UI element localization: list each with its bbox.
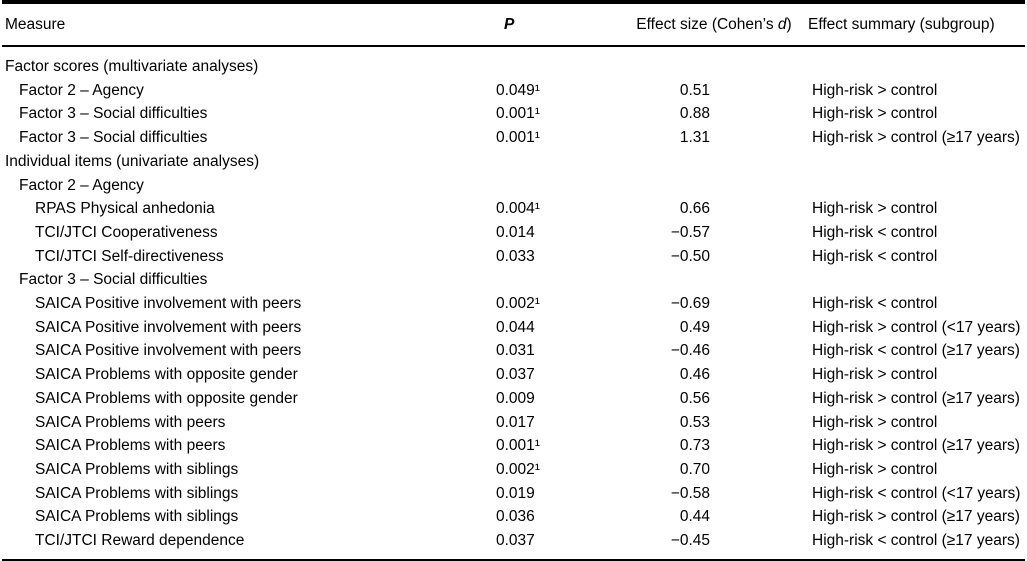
p-value-cell: 0.037 [496,532,535,550]
p-value-cell: 0.001¹ [496,105,540,123]
table-row [2,245,1025,269]
p-value-cell: 0.001¹ [496,437,540,455]
measure-cell: TCI/JTCI Reward dependence [35,532,245,550]
p-value-cell: 0.044 [496,318,535,336]
effect-size-cell: −0.50 [670,247,710,265]
table-body [2,46,1025,561]
measure-cell: Factor 2 – Agency [19,176,144,194]
p-value-cell: 0.014 [496,223,535,241]
effect-summary-cell: High-risk < control (<17 years) [812,484,1021,502]
effect-size-cell: 0.51 [679,81,710,99]
effect-size-cell: 0.66 [679,200,710,218]
effect-summary-cell: High-risk < control [812,295,938,313]
effect-size-header-d-symbol: d [777,16,787,33]
effect-size-cell: −0.58 [670,484,710,502]
p-value-cell [492,174,634,198]
effect-summary-cell: High-risk > control [812,413,938,431]
measure-cell: Individual items (univariate analyses) [5,152,260,170]
measure-cell: SAICA Problems with siblings [35,484,239,502]
measure-cell: SAICA Problems with peers [35,437,226,455]
column-header-effect-summary: Effect summary (subgroup) [794,2,1025,46]
table-row [2,411,1025,435]
effect-size-cell [634,150,794,174]
table-row [2,197,1025,221]
p-value-cell: 0.002¹ [496,460,540,478]
table-row [2,126,1025,150]
measure-cell: SAICA Problems with siblings [35,508,239,526]
effect-summary-cell [794,268,1025,292]
measure-cell: Factor 3 – Social difficulties [19,129,208,147]
table-row [2,79,1025,103]
effect-size-cell [634,46,794,79]
effect-size-cell: 0.53 [679,413,710,431]
effect-size-cell: 0.49 [679,318,710,336]
effect-size-cell: −0.69 [670,295,710,313]
effect-summary-cell: High-risk < control (≥17 years) [812,532,1020,550]
table-row [2,434,1025,458]
p-value-cell: 0.019 [496,484,535,502]
effect-summary-cell: High-risk > control (<17 years) [812,318,1021,336]
table-row [2,316,1025,340]
table-row [2,150,1025,174]
p-value-cell: 0.036 [496,508,535,526]
effect-summary-cell: High-risk < control [812,223,938,241]
table-row [2,339,1025,363]
p-value-cell: 0.009 [496,389,535,407]
effect-summary-cell: High-risk > control [812,200,938,218]
measure-cell: TCI/JTCI Cooperativeness [35,223,218,241]
effect-summary-cell: High-risk > control (≥17 years) [812,437,1020,455]
table-row [2,458,1025,482]
effect-summary-cell: High-risk > control (≥17 years) [812,389,1020,407]
effect-size-cell [634,174,794,198]
p-value-cell: 0.031 [496,342,535,360]
effect-summary-cell: High-risk < control (≥17 years) [812,342,1020,360]
table-row [2,102,1025,126]
measure-cell: SAICA Positive involvement with peers [35,342,302,360]
table-header [2,2,1025,46]
measure-cell: SAICA Problems with siblings [35,460,239,478]
p-value-cell [492,268,634,292]
effect-summary-cell: High-risk < control [812,247,938,265]
effect-summary-cell [794,46,1025,79]
p-value-cell: 0.017 [496,413,535,431]
measure-cell: Factor 3 – Social difficulties [19,105,208,123]
p-value-cell: 0.001¹ [496,129,540,147]
table-row [2,268,1025,292]
measure-cell: SAICA Problems with peers [35,413,226,431]
results-table [2,0,1025,561]
effect-size-cell: −0.45 [670,532,710,550]
effect-size-cell: 0.44 [679,508,710,526]
effect-size-cell: −0.46 [670,342,710,360]
table-row [2,292,1025,316]
effect-size-cell: 0.73 [679,437,710,455]
p-value-cell: 0.002¹ [496,295,540,313]
p-value-cell: 0.049¹ [496,81,540,99]
table-row [2,387,1025,411]
column-header-p-value: P [492,2,634,46]
effect-summary-cell [794,150,1025,174]
measure-cell: RPAS Physical anhedonia [35,200,215,218]
measure-cell: TCI/JTCI Self-directiveness [35,247,224,265]
table-row [2,221,1025,245]
measure-cell: SAICA Problems with opposite gender [35,366,298,384]
measure-cell: SAICA Positive involvement with peers [35,295,302,313]
effect-size-cell: 0.70 [679,460,710,478]
p-value-cell: 0.004¹ [496,200,540,218]
measure-cell: Factor 3 – Social difficulties [19,271,208,289]
p-value-cell [492,46,634,79]
effect-size-cell: 0.46 [679,366,710,384]
table-row [2,505,1025,529]
effect-size-cell: 1.31 [679,129,710,147]
effect-size-cell [634,268,794,292]
effect-summary-cell: High-risk > control (≥17 years) [812,508,1020,526]
p-value-cell: 0.033 [496,247,535,265]
measure-cell: SAICA Positive involvement with peers [35,318,302,336]
effect-summary-cell: High-risk > control [812,81,938,99]
table-row [2,46,1025,79]
column-header-effect-size [634,2,794,46]
effect-summary-cell: High-risk > control (≥17 years) [812,129,1020,147]
measure-cell: Factor 2 – Agency [19,81,144,99]
table-row [2,363,1025,387]
p-value-cell [492,150,634,174]
effect-size-cell: −0.57 [670,223,710,241]
effect-summary-cell: High-risk > control [812,366,938,384]
effect-size-header-close-paren: ) [786,16,792,33]
effect-summary-cell: High-risk > control [812,105,938,123]
effect-size-cell: 0.88 [679,105,710,123]
effect-summary-cell [794,174,1025,198]
p-value-cell: 0.037 [496,366,535,384]
table-row [2,482,1025,506]
column-header-measure: Measure [2,2,492,46]
effect-size-header-text: Effect size (Cohen’s [636,16,778,33]
measure-cell: SAICA Problems with opposite gender [35,389,298,407]
table-row [2,174,1025,198]
measure-cell: Factor scores (multivariate analyses) [5,58,259,75]
effect-summary-cell: High-risk > control [812,460,938,478]
effect-size-cell: 0.56 [679,389,710,407]
table-row [2,529,1025,561]
paper-table-container [2,0,1025,561]
header-row [2,2,1025,46]
